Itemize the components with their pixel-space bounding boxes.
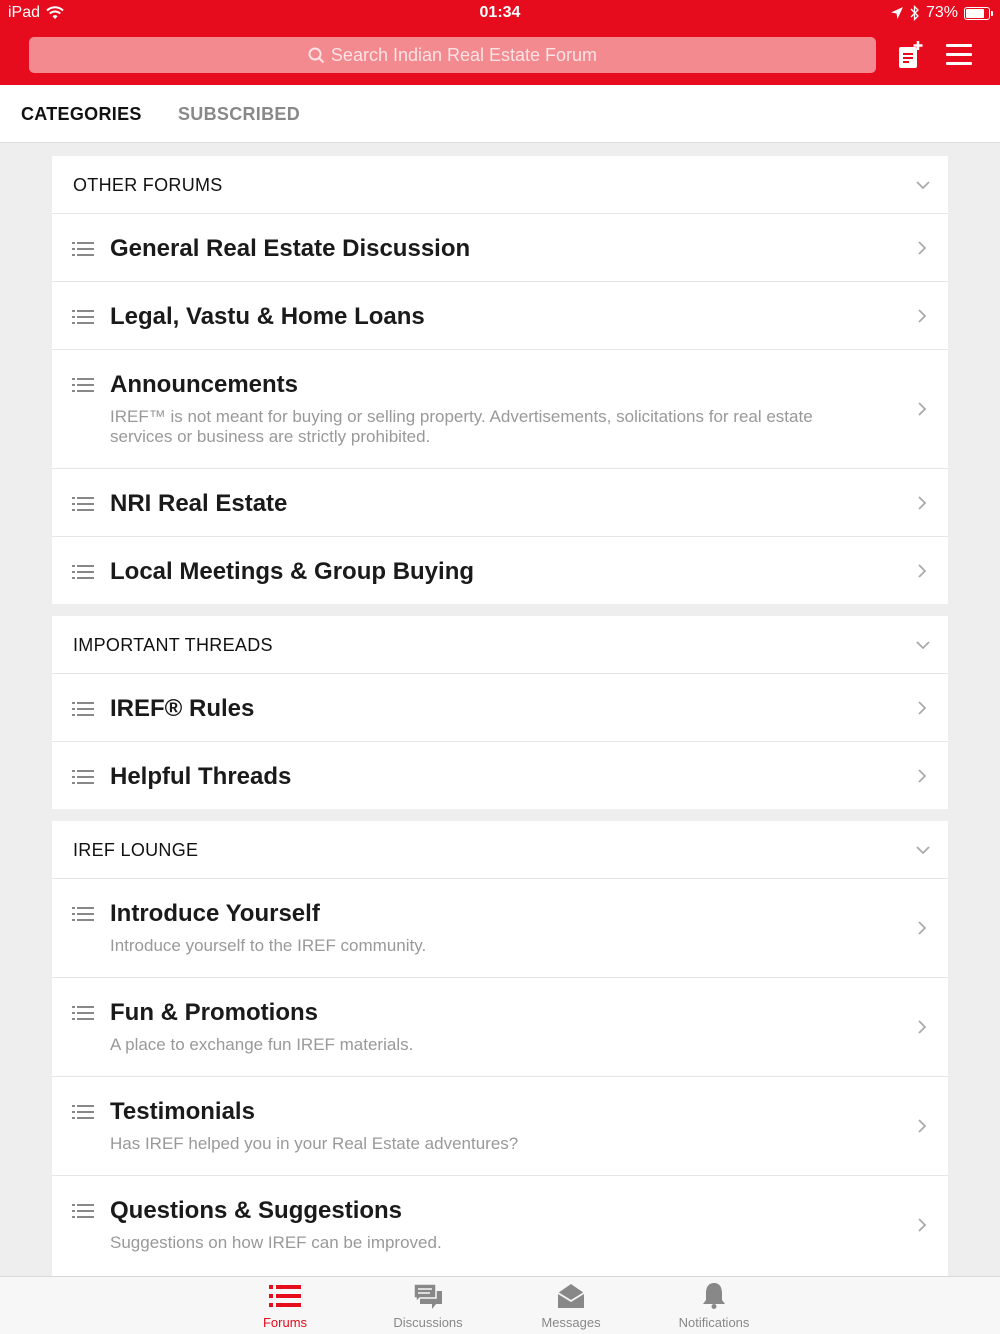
forum-name: Introduce Yourself	[110, 900, 320, 927]
tab-categories[interactable]: CATEGORIES	[21, 104, 142, 124]
list-item[interactable]	[52, 879, 948, 978]
list-item[interactable]	[52, 282, 948, 350]
nav-forums[interactable]	[225, 1277, 345, 1334]
status-time: 01:34	[479, 4, 521, 21]
chevron-right-icon	[916, 1217, 928, 1233]
section-title: IREF LOUNGE	[73, 840, 199, 860]
chevron-right-icon	[916, 1118, 928, 1134]
list-icon	[72, 770, 94, 784]
list-item[interactable]	[52, 674, 948, 742]
chevron-down-icon	[916, 178, 930, 192]
forum-name: Legal, Vastu & Home Loans	[110, 303, 425, 330]
chevron-right-icon	[916, 563, 928, 579]
forum-description: Introduce yourself to the IREF community.	[110, 936, 427, 955]
nav-label: Discussions	[393, 1315, 463, 1330]
list-item[interactable]	[52, 1077, 948, 1176]
list-icon	[269, 1282, 301, 1310]
list-icon	[72, 497, 94, 511]
list-item[interactable]	[52, 214, 948, 282]
nav-label: Notifications	[678, 1315, 750, 1330]
chevron-right-icon	[916, 240, 928, 256]
forum-name: General Real Estate Discussion	[110, 235, 471, 262]
bottom-nav	[0, 1276, 1000, 1334]
chevron-right-icon	[916, 495, 928, 511]
list-icon	[72, 907, 94, 921]
chevron-right-icon	[916, 768, 928, 784]
hamburger-menu-icon[interactable]	[946, 44, 972, 66]
forum-name: Testimonials	[110, 1098, 255, 1125]
status-bar	[0, 0, 1000, 28]
bluetooth-icon	[910, 5, 920, 21]
forum-description: A place to exchange fun IREF materials.	[110, 1035, 414, 1054]
battery-icon	[964, 7, 990, 20]
forum-name: Helpful Threads	[110, 763, 292, 790]
chevron-down-icon	[916, 638, 930, 652]
chevron-right-icon	[916, 401, 928, 417]
list-icon	[72, 378, 94, 392]
list-icon	[72, 565, 94, 579]
status-right	[890, 4, 990, 22]
list-icon	[72, 1006, 94, 1020]
forum-name: Local Meetings & Group Buying	[110, 558, 475, 585]
forum-description: Has IREF helped you in your Real Estate adventures?	[110, 1134, 519, 1153]
chevron-down-icon	[916, 843, 930, 857]
search-placeholder: Search Indian Real Estate Forum	[330, 44, 598, 65]
list-item[interactable]	[52, 350, 948, 469]
nav-discussions[interactable]	[368, 1277, 488, 1334]
list-icon	[72, 1204, 94, 1218]
category-tabs	[0, 85, 1000, 143]
forum-description: Suggestions on how IREF can be improved.	[110, 1233, 442, 1252]
forum-name: Fun & Promotions	[110, 999, 318, 1026]
chevron-right-icon	[916, 700, 928, 716]
chevron-right-icon	[916, 920, 928, 936]
search-input[interactable]	[29, 37, 876, 73]
nav-label: Forums	[262, 1315, 308, 1330]
bell-icon	[698, 1282, 730, 1310]
device-name: iPad	[8, 4, 41, 21]
list-item[interactable]	[52, 978, 948, 1077]
section-header[interactable]	[52, 821, 948, 879]
section-title: IMPORTANT THREADS	[73, 635, 273, 655]
forum-name: Questions & Suggestions	[110, 1197, 403, 1224]
envelope-icon	[555, 1282, 587, 1310]
section-header[interactable]	[52, 156, 948, 214]
new-post-icon[interactable]	[896, 40, 924, 70]
section-title: OTHER FORUMS	[73, 175, 223, 195]
battery-percent: 73%	[925, 4, 958, 21]
list-icon	[72, 310, 94, 324]
nav-messages[interactable]	[511, 1277, 631, 1334]
forum-name: NRI Real Estate	[110, 490, 288, 517]
location-arrow-icon	[890, 6, 904, 20]
list-icon	[72, 242, 94, 256]
list-icon	[72, 702, 94, 716]
list-icon	[72, 1105, 94, 1119]
forum-name: IREF® Rules	[110, 695, 255, 722]
section-important-threads	[52, 616, 948, 809]
section-iref-lounge	[52, 821, 948, 1276]
chevron-right-icon	[916, 1019, 928, 1035]
nav-label: Messages	[541, 1315, 601, 1330]
list-item[interactable]	[52, 1176, 948, 1275]
nav-notifications[interactable]	[654, 1277, 774, 1334]
section-other-forums	[52, 156, 948, 604]
chevron-right-icon	[916, 308, 928, 324]
tab-subscribed[interactable]: SUBSCRIBED	[178, 104, 301, 124]
section-header[interactable]	[52, 616, 948, 674]
list-item[interactable]	[52, 469, 948, 537]
list-item[interactable]	[52, 742, 948, 809]
forum-name: Announcements	[110, 371, 299, 398]
app-header	[0, 0, 1000, 85]
chat-bubbles-icon	[412, 1282, 444, 1310]
forum-description: IREF™ is not meant for buying or selling property. Advertisements, solicitations for real estate services or business are strictly prohibited.	[110, 407, 813, 446]
list-item[interactable]	[52, 537, 948, 604]
search-icon	[308, 47, 325, 64]
